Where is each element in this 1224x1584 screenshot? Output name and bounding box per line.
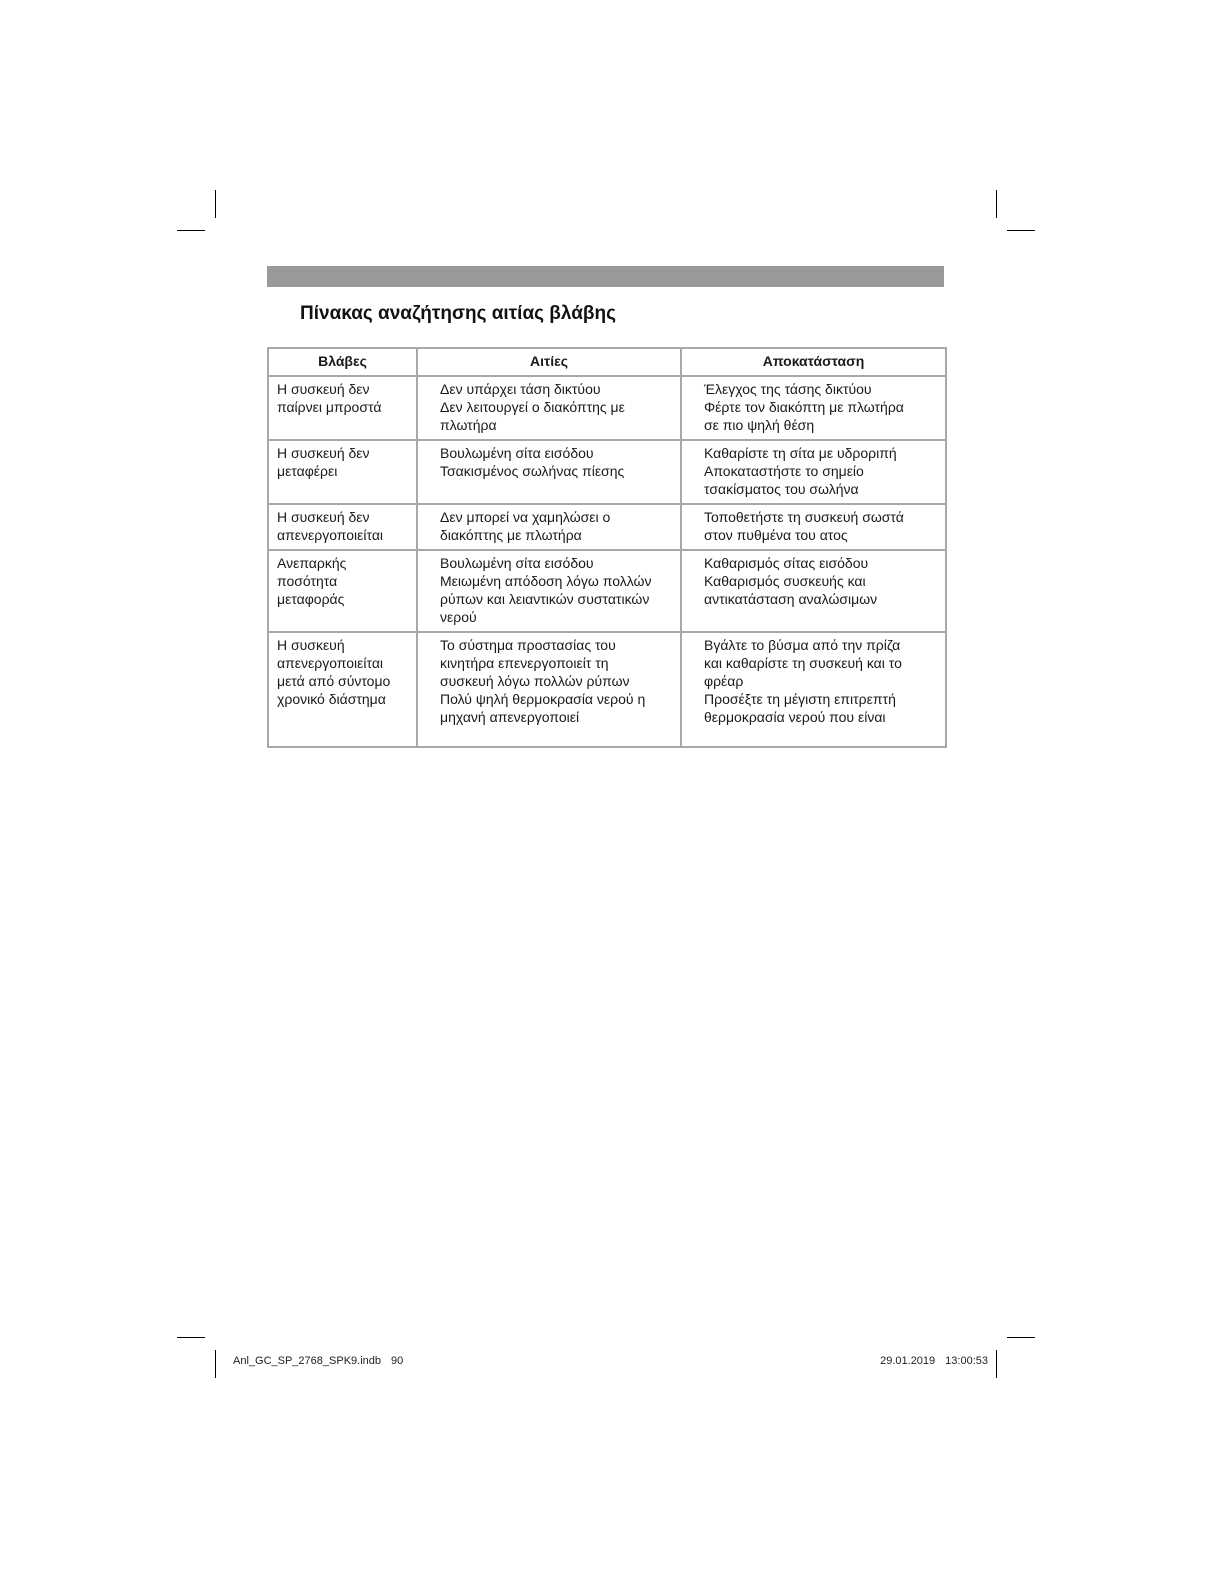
remedy-line: Βγάλτε το βύσμα από την πρίζα	[704, 637, 901, 653]
fault-cell	[268, 504, 417, 550]
cause-line: Μειωμένη απόδοση λόγω πολλών	[440, 573, 652, 589]
remedy-line: Καθαρισμός σίτας εισόδου	[704, 555, 869, 571]
fault-cell	[268, 376, 417, 440]
remedy-line: σε πιο ψηλή θέση	[704, 417, 815, 433]
cause-line: Δεν υπάρχει τάση δικτύου	[440, 381, 601, 397]
cause-cell	[417, 550, 681, 632]
cause-cell	[417, 504, 681, 550]
remedy-line: αντικατάσταση αναλώσιμων	[704, 591, 878, 607]
fault-line: Η συσκευή	[277, 637, 345, 653]
troubleshooting-table	[267, 347, 947, 748]
column-header-faults: Βλάβες	[268, 348, 417, 376]
remedy-cell	[681, 550, 946, 632]
column-header-causes: Αιτίες	[417, 348, 681, 376]
fault-line: Η συσκευή δεν	[277, 381, 370, 397]
cause-line: Βουλωμένη σίτα εισόδου	[440, 445, 594, 461]
remedy-line: φρέαρ	[704, 673, 744, 689]
crop-mark-bottom-left-vertical	[215, 1350, 216, 1378]
footer-time: 13:00:53	[945, 1355, 988, 1367]
crop-mark-top-left-horizontal	[177, 230, 205, 231]
crop-mark-bottom-left-horizontal	[177, 1337, 205, 1338]
crop-mark-top-right-horizontal	[1007, 230, 1035, 231]
remedy-line: τσακίσματος του σωλήνα	[704, 481, 859, 497]
cause-line: Βουλωμένη σίτα εισόδου	[440, 555, 594, 571]
remedy-line: Αποκαταστήστε το σημείο	[704, 463, 864, 479]
cause-cell	[417, 632, 681, 747]
fault-line: Η συσκευή δεν	[277, 509, 370, 525]
fault-line: Η συσκευή δεν	[277, 445, 370, 461]
column-header-remedy: Αποκατάσταση	[681, 348, 946, 376]
remedy-line: και καθαρίστε τη συσκευή και το	[704, 655, 902, 671]
footer-date: 29.01.2019	[880, 1355, 936, 1367]
remedy-cell	[681, 632, 946, 747]
section-header-bar	[267, 266, 944, 287]
cause-line: νερού	[440, 609, 477, 625]
cause-line: πλωτήρα	[440, 417, 497, 433]
cause-line: Το σύστημα προστασίας του	[440, 637, 616, 653]
fault-line: ποσότητα	[277, 573, 338, 589]
table-header-row	[268, 348, 946, 376]
cause-cell	[417, 440, 681, 504]
cause-cell	[417, 376, 681, 440]
remedy-cell	[681, 440, 946, 504]
cause-line: ρύπων και λειαντικών συστατικών	[440, 591, 650, 607]
fault-line: μετά από σύντομο	[277, 673, 391, 689]
fault-cell	[268, 440, 417, 504]
cause-line: Τσακισμένος σωλήνας πίεσης	[440, 463, 625, 479]
remedy-line: Καθαρισμός συσκευής και	[704, 573, 866, 589]
fault-line: παίρνει μπροστά	[277, 399, 382, 415]
fault-line: Ανεπαρκής	[277, 555, 347, 571]
crop-mark-top-right-vertical	[996, 190, 997, 218]
footer-file-info	[233, 1355, 403, 1367]
cause-line: Πολύ ψηλή θερμοκρασία νερού η	[440, 691, 646, 707]
fault-cell	[268, 550, 417, 632]
fault-line: μεταφοράς	[277, 591, 345, 607]
table-row	[268, 550, 946, 632]
crop-mark-bottom-right-vertical	[996, 1350, 997, 1378]
cause-line: κινητήρα επενεργοποιείτ τη	[440, 655, 609, 671]
cause-line: διακόπτης με πλωτήρα	[440, 527, 582, 543]
fault-line: μεταφέρει	[277, 463, 338, 479]
crop-mark-top-left-vertical	[215, 190, 216, 218]
fault-line: χρονικό διάστημα	[277, 691, 386, 707]
remedy-line: Έλεγχος της τάσης δικτύου	[704, 381, 872, 397]
table-row	[268, 440, 946, 504]
remedy-line: Φέρτε τον διακόπτη με πλωτήρα	[704, 399, 904, 415]
footer-page-number: 90	[391, 1355, 404, 1367]
remedy-line: Προσέξτε τη μέγιστη επιτρεπτή	[704, 691, 896, 707]
remedy-line: Καθαρίστε τη σίτα με υδροριπή	[704, 445, 897, 461]
cause-line: μηχανή απενεργοποιεί	[440, 709, 580, 725]
cause-line: συσκευή λόγω πολλών ρύπων	[440, 673, 630, 689]
remedy-line: στον πυθμένα του ατος	[704, 527, 848, 543]
fault-line: απενεργοποιείται	[277, 527, 384, 543]
remedy-cell	[681, 376, 946, 440]
table-row	[268, 632, 946, 747]
cause-line: Δεν λειτουργεί ο διακόπτης με	[440, 399, 625, 415]
remedy-cell	[681, 504, 946, 550]
crop-mark-bottom-right-horizontal	[1007, 1337, 1035, 1338]
fault-cell	[268, 632, 417, 747]
cause-line: Δεν μπορεί να χαμηλώσει ο	[440, 509, 611, 525]
footer-filename: Anl_GC_SP_2768_SPK9.indb	[233, 1355, 381, 1367]
page-title: Πίνακας αναζήτησης αιτίας βλάβης	[300, 303, 616, 324]
fault-line: απενεργοποιείται	[277, 655, 384, 671]
table-row	[268, 504, 946, 550]
remedy-line: θερμοκρασία νερού που είναι	[704, 709, 886, 725]
remedy-line: Τοποθετήστε τη συσκευή σωστά	[704, 509, 904, 525]
table-row	[268, 376, 946, 440]
footer-timestamp	[880, 1355, 988, 1367]
